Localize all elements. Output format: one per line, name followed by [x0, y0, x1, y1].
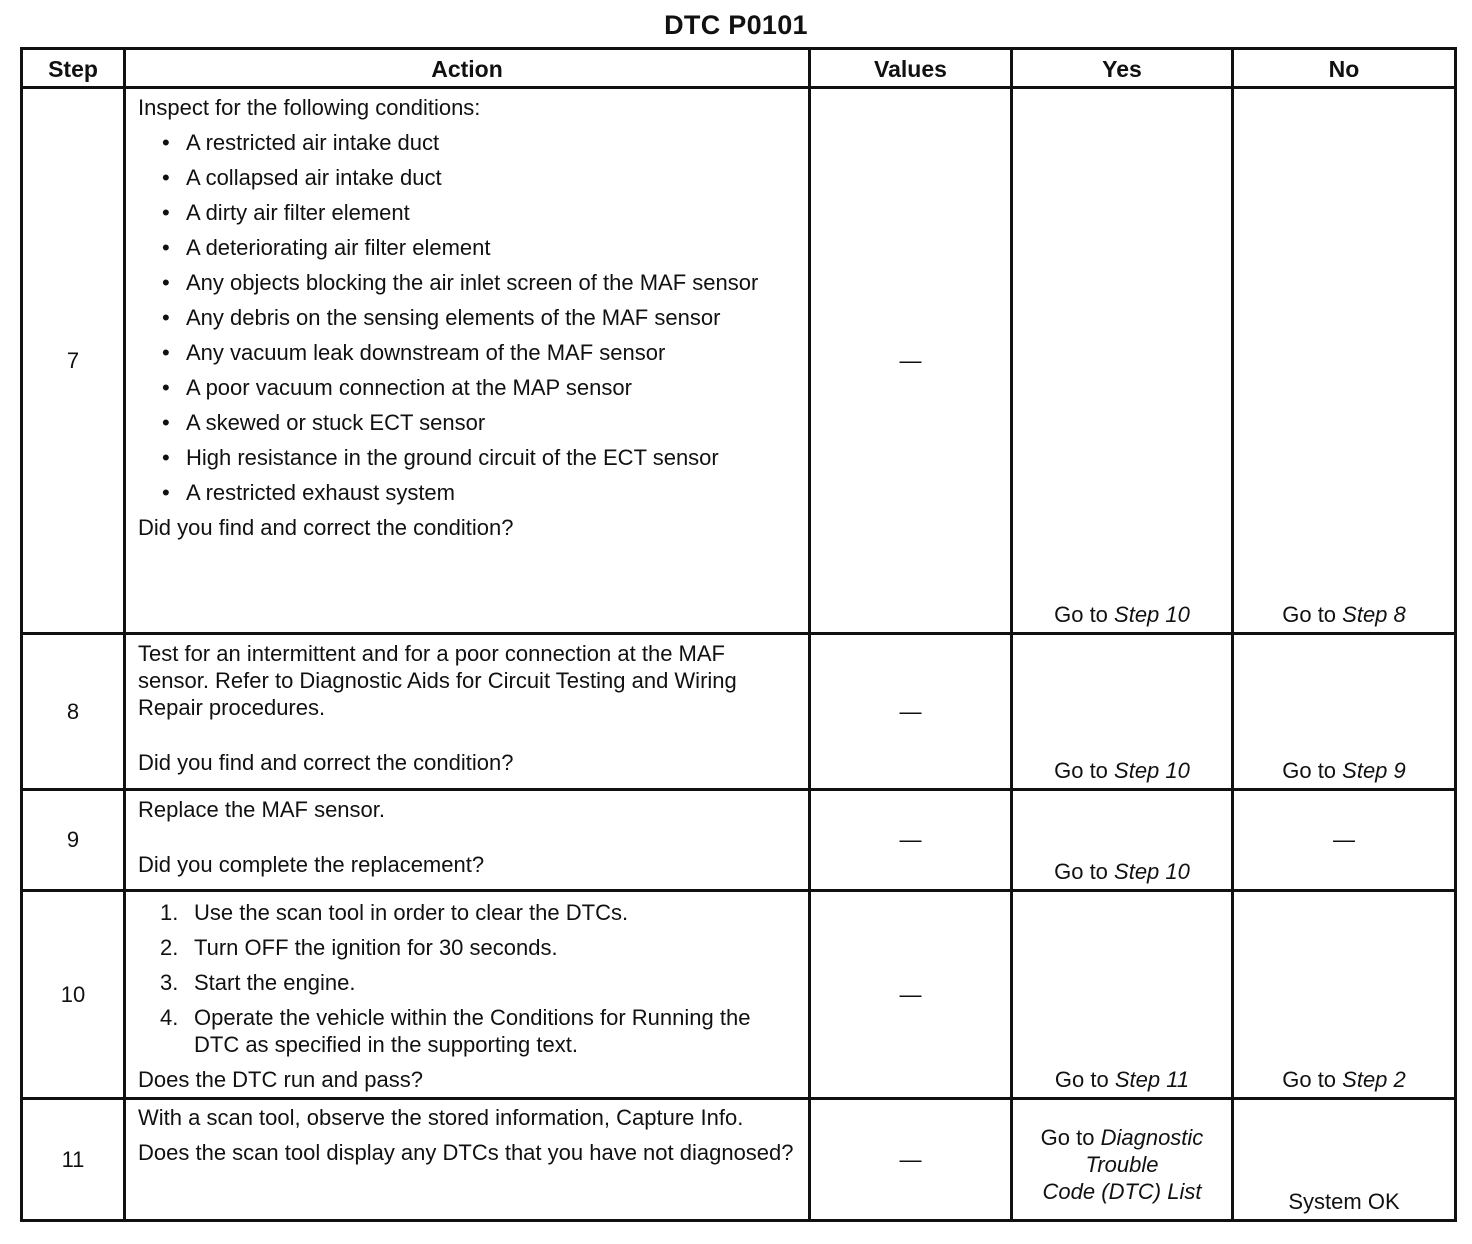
table-row	[22, 88, 1456, 634]
values-cell: —	[810, 790, 1012, 891]
action-question: Did you find and correct the condition?	[138, 750, 514, 775]
list-item: • Any objects blocking the air inlet screen of the MAF sensor	[162, 269, 800, 296]
list-item: • Any debris on the sensing elements of the MAF sensor	[162, 304, 800, 331]
table-row	[22, 790, 1456, 891]
list-item: • A restricted exhaust system	[162, 479, 800, 506]
action-question: Did you complete the replacement?	[138, 852, 485, 877]
table-row	[22, 891, 1456, 1099]
action-intro: Replace the MAF sensor.	[138, 797, 386, 822]
goto-prefix: Go to	[1054, 1067, 1115, 1092]
step-number: 7	[22, 88, 125, 634]
list-item: • A deteriorating air filter element	[162, 234, 800, 261]
list-item: • High resistance in the ground circuit of the ECT sensor	[162, 444, 800, 471]
step-number: 10	[22, 891, 125, 1099]
action-question: Does the scan tool display any DTCs that you have not diagnosed?	[138, 1140, 794, 1165]
action-cell	[125, 891, 810, 1099]
action-intro: Test for an intermittent and for a poor connection at the MAF sensor. Refer to Diagnostic Aids for Circuit Testing and Wiring Repair procedures.	[138, 641, 737, 720]
no-cell	[1233, 634, 1456, 790]
table-row	[22, 1099, 1456, 1221]
yes-cell	[1012, 88, 1233, 634]
action-intro: Inspect for the following conditions:	[138, 95, 481, 120]
header-yes: Yes	[1012, 49, 1233, 88]
step-number: 8	[22, 634, 125, 790]
action-question: Does the DTC run and pass?	[138, 1067, 423, 1092]
goto-prefix: Go to	[1040, 1125, 1101, 1150]
goto-dtc-list-link-line2[interactable]: Trouble	[1085, 1152, 1159, 1177]
list-item: • A skewed or stuck ECT sensor	[162, 409, 800, 436]
goto-step-link[interactable]: Step 2	[1342, 1067, 1406, 1092]
diagnostic-table	[20, 47, 1457, 1222]
header-values: Values	[810, 49, 1012, 88]
list-item: 1. Use the scan tool in order to clear the DTCs.	[160, 900, 629, 925]
list-item: • A collapsed air intake duct	[162, 164, 800, 191]
no-cell	[1233, 88, 1456, 634]
goto-step-link[interactable]: Step 8	[1342, 602, 1406, 627]
list-item: 3. Start the engine.	[160, 970, 356, 995]
list-item: 4. Operate the vehicle within the Conditions for Running the DTC as specified in the supporting text.	[160, 1005, 751, 1057]
conditions-list	[138, 129, 800, 506]
action-cell	[125, 1099, 810, 1221]
yes-cell	[1012, 891, 1233, 1099]
yes-cell	[1012, 790, 1233, 891]
list-item: • A restricted air intake duct	[162, 129, 800, 156]
header-no: No	[1233, 49, 1456, 88]
goto-step-link[interactable]: Step 10	[1114, 859, 1190, 884]
step-number: 9	[22, 790, 125, 891]
goto-prefix: Go to	[1282, 602, 1343, 627]
goto-dtc-list-link-line3[interactable]: Code (DTC) List	[1042, 1179, 1202, 1204]
goto-step-link[interactable]: Step 11	[1114, 1067, 1190, 1092]
values-cell: —	[810, 634, 1012, 790]
action-cell	[125, 634, 810, 790]
action-question: Did you find and correct the condition?	[138, 515, 514, 540]
goto-step-link[interactable]: Step 10	[1114, 758, 1190, 783]
yes-cell	[1012, 1099, 1233, 1221]
step-number: 11	[22, 1099, 125, 1221]
header-step: Step	[22, 49, 125, 88]
list-item: • A poor vacuum connection at the MAP sensor	[162, 374, 800, 401]
list-item: • Any vacuum leak downstream of the MAF sensor	[162, 339, 800, 366]
goto-dtc-list-link[interactable]: Diagnostic	[1100, 1125, 1204, 1150]
action-cell	[125, 88, 810, 634]
goto-step-link[interactable]: Step 9	[1342, 758, 1406, 783]
list-item: • A dirty air filter element	[162, 199, 800, 226]
values-cell: —	[810, 1099, 1012, 1221]
goto-prefix: Go to	[1282, 758, 1343, 783]
table-row	[22, 634, 1456, 790]
yes-cell	[1012, 634, 1233, 790]
no-cell: —	[1233, 790, 1456, 891]
no-cell: System OK	[1233, 1099, 1456, 1221]
goto-step-link[interactable]: Step 10	[1114, 602, 1190, 627]
procedure-list	[138, 899, 800, 1058]
goto-prefix: Go to	[1282, 1067, 1343, 1092]
action-intro: With a scan tool, observe the stored information, Capture Info.	[138, 1105, 744, 1130]
list-item: 2. Turn OFF the ignition for 30 seconds.	[160, 935, 558, 960]
goto-prefix: Go to	[1054, 758, 1115, 783]
goto-prefix: Go to	[1054, 859, 1115, 884]
action-cell	[125, 790, 810, 891]
table-header-row	[22, 49, 1456, 88]
values-cell: —	[810, 891, 1012, 1099]
goto-prefix: Go to	[1054, 602, 1115, 627]
no-cell	[1233, 891, 1456, 1099]
header-action: Action	[125, 49, 810, 88]
values-cell: —	[810, 88, 1012, 634]
page-title: DTC P0101	[664, 10, 808, 40]
